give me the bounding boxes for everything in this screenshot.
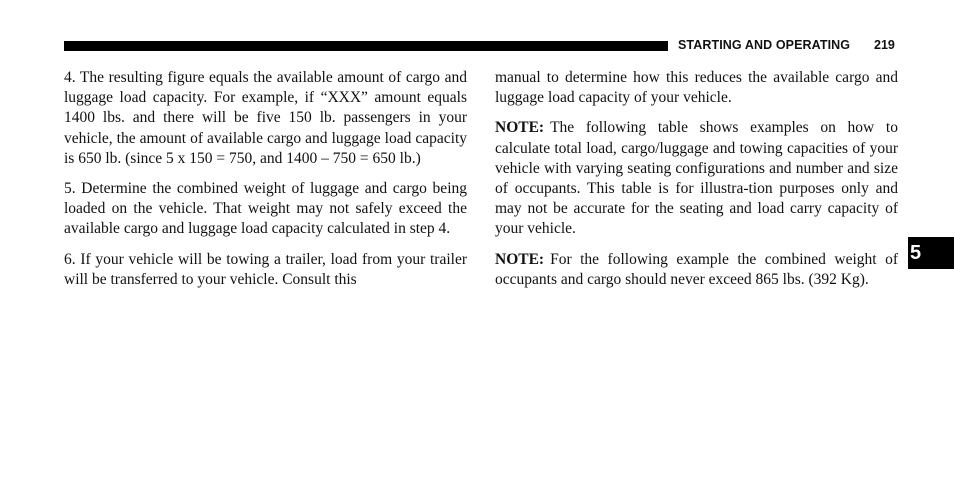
note-text: The following table shows examples on how to calculate total load, cargo/luggage and towing capacities of your vehicle with varying seating configurations and number and size of occupants. This table is for illustra-tion purposes only and may not be accurate for the seating and load carry capacity of your vehicle. xyxy=(495,119,898,238)
paragraph-continuation: manual to determine how this reduces the available cargo and luggage load capacity of your vehicle. xyxy=(495,69,898,107)
note-table-examples xyxy=(495,118,898,239)
header-rule xyxy=(64,41,668,51)
section-title: STARTING AND OPERATING xyxy=(678,38,851,52)
note-label: NOTE: xyxy=(495,250,545,268)
left-column xyxy=(64,68,467,300)
right-column xyxy=(495,68,898,300)
chapter-tab: 5 xyxy=(908,237,954,269)
paragraph-step-4: 4. The resulting figure equals the available amount of cargo and luggage load capacity. For example, if “XXX” amount equals 1400 lbs. and there will be five 150 lb. passengers in your vehicle, the amount of available cargo and luggage load capacity is 650 lb. (since 5 x 150 = 750, and 1400 – 750 = 650 lb.) xyxy=(64,69,467,167)
paragraph-step-6: 6. If your vehicle will be towing a trailer, load from your trailer will be transferred to your vehicle. Consult this xyxy=(64,250,467,288)
paragraph-step-5: 5. Determine the combined weight of luggage and cargo being loaded on the vehicle. That weight may not safely exceed the available cargo and luggage load capacity calculated in step 4. xyxy=(64,180,467,238)
note-label: NOTE: xyxy=(495,119,545,137)
page-number: 219 xyxy=(874,38,895,52)
note-weight-limit xyxy=(495,250,898,290)
note-text: For the following example the combined weight of occupants and cargo should never exceed 865 lbs. (392 Kg). xyxy=(495,250,898,288)
